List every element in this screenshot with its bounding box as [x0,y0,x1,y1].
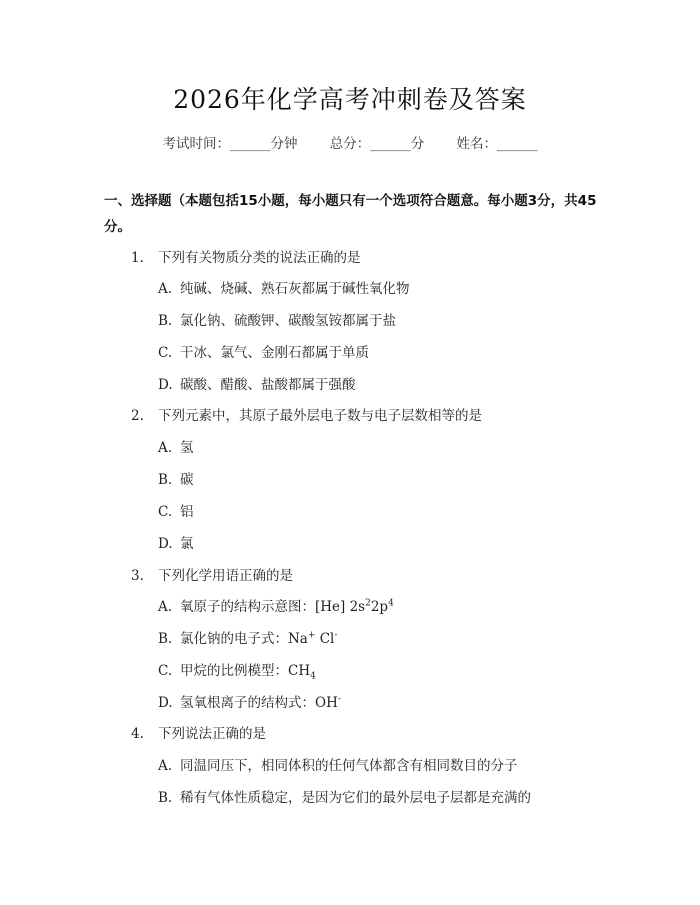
question-number: 3. [131,568,144,584]
option-text-mid: Cl [315,631,335,647]
option-letter: C. [158,504,173,520]
option [158,277,410,297]
option [158,341,369,361]
option-text: 氯化钠、硫酸钾、碳酸氢铵都属于盐 [180,313,396,329]
option [158,500,194,520]
option-letter: C. [158,663,173,679]
superscript: 4 [388,598,394,609]
question [131,722,266,742]
question-number: 4. [131,726,144,742]
subscript: 4 [310,671,316,682]
option-text: 氢 [180,440,194,456]
option-letter: B. [158,472,173,488]
option [158,532,194,552]
superscript: + [307,630,316,641]
option [158,786,531,806]
option [158,754,518,774]
exam-time: 考试时间：______分钟 [162,136,298,152]
superscript: - [337,694,341,705]
option-text: 碳 [180,472,194,488]
option [158,691,341,711]
exam-name: 姓名：______ [456,136,538,152]
question [131,564,293,584]
superscript: - [334,630,338,641]
option-letter: A. [158,758,173,774]
option [158,468,194,488]
option-letter: A. [158,281,173,297]
page-title: 2026年化学高考冲刺卷及答案 [173,85,527,114]
option-text: 氢氧根离子的结构式：OH [180,695,338,711]
question-number: 1. [131,250,144,266]
option-letter: D. [158,536,173,552]
option-letter: D. [158,695,173,711]
question [131,404,482,424]
option [158,659,316,682]
option-letter: B. [158,631,173,647]
option-text: 碳酸、醋酸、盐酸都属于强酸 [180,377,356,393]
option [158,595,394,615]
option [158,627,337,647]
question-text: 下列化学用语正确的是 [158,568,293,584]
superscript: 2 [365,598,371,609]
question [131,246,361,266]
option-letter: A. [158,440,173,456]
question-number: 2. [131,408,144,424]
option-text: 甲烷的比例模型：CH [180,663,311,679]
option-text: 纯碱、烧碱、熟石灰都属于碱性氧化物 [180,281,410,297]
option-text: 干冰、氯气、金刚石都属于单质 [180,345,369,361]
option-text: 稀有气体性质稳定，是因为它们的最外层电子层都是充满的 [180,790,531,806]
option-text: 同温同压下，相同体积的任何气体都含有相同数目的分子 [180,758,518,774]
option-letter: B. [158,313,173,329]
question-text: 下列说法正确的是 [158,726,266,742]
option [158,436,194,456]
option-letter: C. [158,345,173,361]
section-heading: 一、选择题（本题包括15小题，每小题只有一个选项符合题意。每小题3分，共45分。 [104,193,597,235]
option-letter: B. [158,790,173,806]
exam-score: 总分：______分 [329,136,425,152]
option-text-mid: 2p [370,599,389,615]
question-text: 下列元素中，其原子最外层电子数与电子层数相等的是 [158,408,482,424]
option-letter: D. [158,377,173,393]
option-letter: A. [158,599,173,615]
option [158,373,356,393]
option-text: 氯化钠的电子式：Na [180,631,308,647]
option-text: 氯 [180,536,194,552]
exam-info [0,132,700,152]
option-text: 氧原子的结构示意图：[He] 2s [180,599,366,615]
option-text: 铝 [180,504,194,520]
option [158,309,396,329]
question-text: 下列有关物质分类的说法正确的是 [158,250,361,266]
